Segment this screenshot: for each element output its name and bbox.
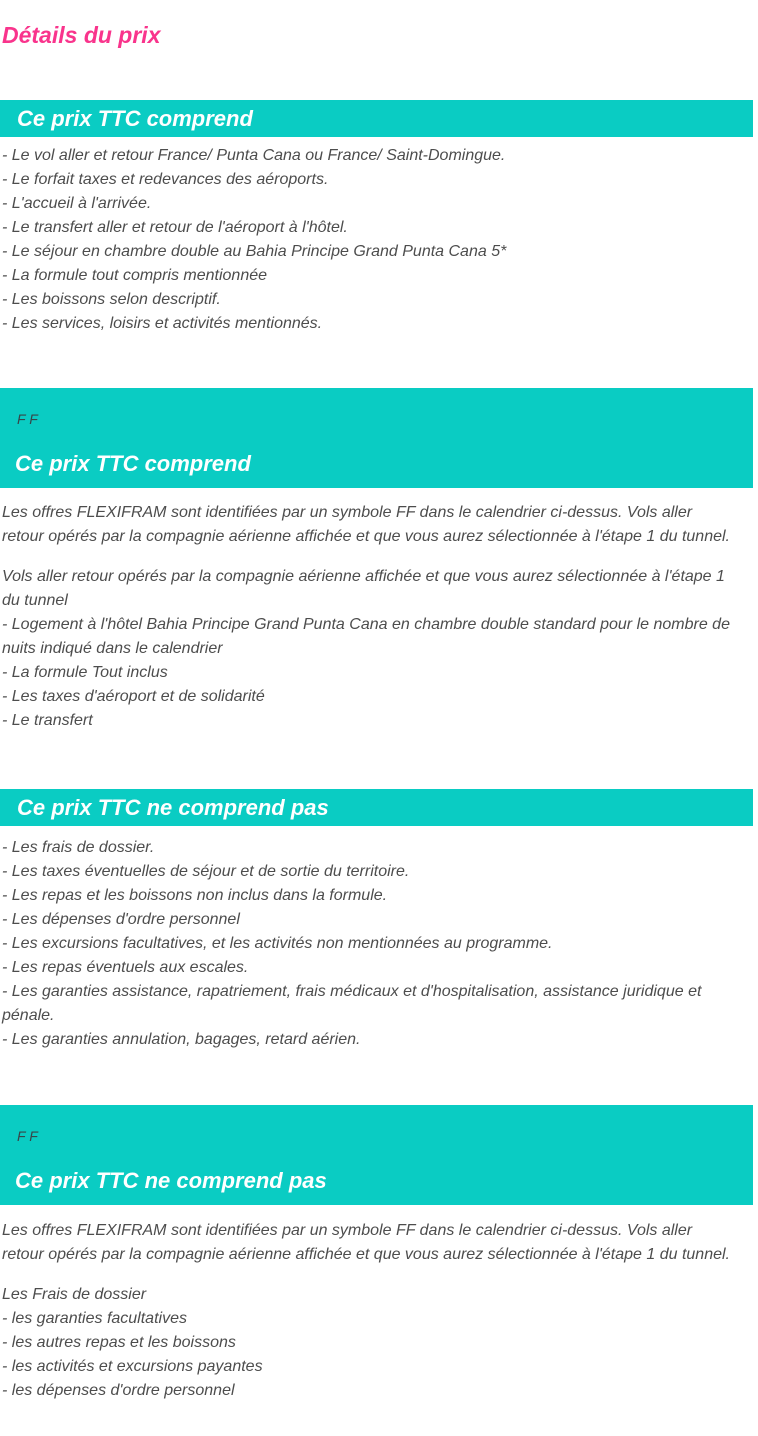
flexifram-not-included-list (2, 1283, 738, 1403)
list-item: - Les garanties annulation, bagages, retard aérien. (2, 1031, 361, 1048)
list-item: - les activités et excursions payantes (2, 1358, 263, 1375)
flexifram-included-intro: Les offres FLEXIFRAM sont identifiées par un symbole FF dans le calendrier ci-dessus. Vols aller retour opérés par la compagnie aérienne affichée et que vous aurez sélectionnée à l'étape 1 du tunnel. (2, 504, 730, 545)
included-list (2, 144, 738, 336)
flexifram-included-heading: Ce prix TTC comprend (15, 451, 251, 476)
list-item: - Le vol aller et retour France/ Punta Cana ou France/ Saint-Domingue. (2, 147, 506, 164)
bottom-spacer (0, 1403, 758, 1436)
not-included-section-heading: Ce prix TTC ne comprend pas (17, 795, 329, 820)
included-section-banner (0, 100, 753, 137)
price-details-page (0, 22, 758, 1436)
list-item: - Les boissons selon descriptif. (2, 291, 221, 308)
list-item: - Le séjour en chambre double au Bahia Principe Grand Punta Cana 5* (2, 243, 507, 260)
list-item: - Les services, loisirs et activités mentionnés. (2, 315, 323, 332)
list-item: - Le transfert (2, 712, 93, 729)
list-item: - Logement à l'hôtel Bahia Principe Grand Punta Cana en chambre double standard pour le nombre de nuits indiqué dans le calendrier (2, 616, 730, 657)
flexifram-not-included-intro: Les offres FLEXIFRAM sont identifiées par un symbole FF dans le calendrier ci-dessus. Vols aller retour opérés par la compagnie aérienne affichée et que vous aurez sélectionnée à l'étape 1 du tunnel. (2, 1222, 730, 1263)
flexifram-not-included-heading: Ce prix TTC ne comprend pas (15, 1168, 327, 1193)
list-item: - les garanties facultatives (2, 1310, 187, 1327)
list-item: Les Frais de dossier (2, 1286, 147, 1303)
list-item: - Les taxes d'aéroport et de solidarité (2, 688, 265, 705)
list-item: - Les garanties assistance, rapatriement, frais médicaux et d'hospitalisation, assistance juridique et pénale. (2, 983, 702, 1024)
list-item: - Les excursions facultatives, et les activités non mentionnées au programme. (2, 935, 553, 952)
list-item: - les autres repas et les boissons (2, 1334, 236, 1351)
flexifram-included-list (2, 565, 738, 733)
not-included-section-banner (0, 789, 753, 826)
list-item: - Les dépenses d'ordre personnel (2, 911, 240, 928)
list-item: - Les repas et les boissons non inclus dans la formule. (2, 887, 388, 904)
list-item: - Les frais de dossier. (2, 839, 155, 856)
list-item: - La formule Tout inclus (2, 664, 168, 681)
list-item: - Les taxes éventuelles de séjour et de sortie du territoire. (2, 863, 410, 880)
not-included-list (2, 836, 738, 1052)
list-item: Vols aller retour opérés par la compagnie aérienne affichée et que vous aurez sélectionnée à l'étape 1 du tunnel (2, 568, 725, 609)
list-item: - Le forfait taxes et redevances des aéroports. (2, 171, 329, 188)
list-item: - Le transfert aller et retour de l'aéroport à l'hôtel. (2, 219, 348, 236)
list-item: - les dépenses d'ordre personnel (2, 1382, 235, 1399)
page-title: Détails du prix (2, 22, 161, 48)
included-section-heading: Ce prix TTC comprend (17, 106, 253, 131)
flexifram-ff-badge: F F (17, 411, 38, 427)
flexifram-not-included-banner (0, 1105, 753, 1205)
list-item: - La formule tout compris mentionnée (2, 267, 268, 284)
list-item: - L'accueil à l'arrivée. (2, 195, 152, 212)
flexifram-included-banner (0, 388, 753, 488)
list-item: - Les repas éventuels aux escales. (2, 959, 249, 976)
flexifram-ff-badge: F F (17, 1128, 38, 1144)
